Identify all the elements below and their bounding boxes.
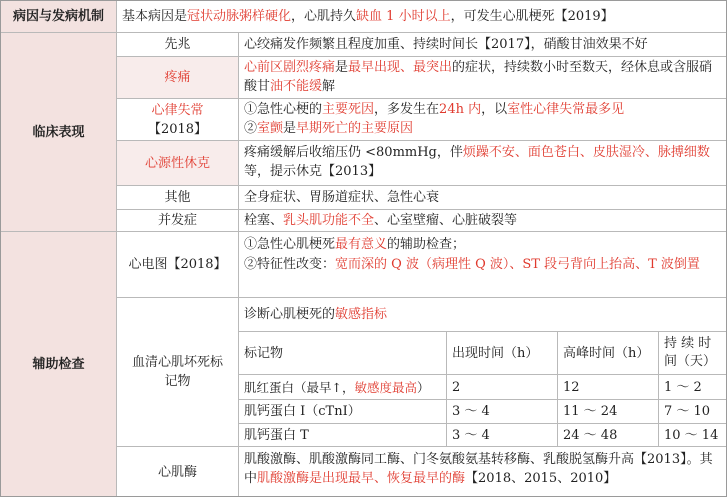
prodrome-text: 心绞痛发作频繁且程度加重、持续时间长【2017】，硝酸甘油效果不好 (238, 32, 727, 56)
ecg-line-1: ①急性心肌梗死最有意义的辅助检查； (244, 237, 466, 252)
marker-onset-ctni: 3 ～ 4 (446, 399, 557, 423)
prodrome-label: 先兆 (116, 32, 238, 56)
other-label: 其他 (116, 185, 238, 209)
shock-text: 疼痛缓解后收缩压仍 <80mmHg，伴烦躁不安、面色苍白、皮肤湿冷、脉搏细数等，提示休克【2013】 (238, 140, 727, 185)
arrhythmia-label: 心律失常【2018】 (116, 98, 238, 140)
marker-peak-ctni: 11 ～ 24 (557, 399, 658, 423)
markers-col-onset: 出现时间（h） (446, 331, 557, 374)
markers-col-peak: 高峰时间（h） (557, 331, 658, 374)
arrhythmia-text (238, 98, 727, 140)
pain-text: 心前区剧烈疼痛是最早出现、最突出的症状，持续数小时至数天，经休息或含服硝酸甘油不能缓解 (238, 56, 727, 98)
ecg-text (238, 231, 727, 297)
mechanism-heading: 病因与发病机制 (0, 0, 116, 32)
clinical-heading: 临床表现 (0, 32, 116, 231)
arrhythmia-line-2: ②室颤是早期死亡的主要原因 (244, 121, 414, 136)
mechanism-text: 基本病因是冠状动脉粥样硬化，心肌持久缺血 1 小时以上，可发生心肌梗死【2019】 (116, 0, 727, 32)
pain-label: 疼痛 (116, 56, 238, 98)
markers-col-name: 标记物 (238, 331, 446, 374)
enzymes-label: 心肌酶 (116, 446, 238, 497)
marker-duration-myoglobin: 1 ～ 2 (658, 374, 727, 399)
marker-onset-ctnt: 3 ～ 4 (446, 423, 557, 446)
ecg-label: 心电图【2018】 (116, 231, 238, 297)
shock-label: 心源性休克 (116, 140, 238, 185)
enzymes-text: 肌酸激酶、肌酸激酶同工酶、门冬氨酸氨基转移酶、乳酸脱氢酶升高【2013】。其中肌酸激酶是出现最早、恢复最早的酶【2018、2015、2010】 (238, 446, 727, 497)
marker-duration-ctni: 7 ～ 10 (658, 399, 727, 423)
marker-peak-ctnt: 24 ～ 48 (557, 423, 658, 446)
marker-duration-ctnt: 10 ～ 14 (658, 423, 727, 446)
marker-name-ctni: 肌钙蛋白 I（cTnI） (238, 399, 446, 423)
ecg-line-2: ②特征性改变：宽而深的 Q 波（病理性 Q 波）、ST 段弓背向上抬高、T 波倒置 (244, 257, 700, 272)
marker-peak-myoglobin: 12 (557, 374, 658, 399)
complications-text: 栓塞、乳头肌功能不全、心室壁瘤、心脏破裂等 (238, 209, 727, 231)
complications-label: 并发症 (116, 209, 238, 231)
marker-name-myoglobin: 肌红蛋白（最早↑，敏感度最高） (238, 374, 446, 399)
other-text: 全身症状、胃肠道症状、急性心衰 (238, 185, 727, 209)
marker-name-ctnt: 肌钙蛋白 T (238, 423, 446, 446)
markers-intro: 诊断心肌梗死的敏感指标 (238, 297, 727, 331)
aux-heading: 辅助检查 (0, 231, 116, 497)
markers-label: 血清心肌坏死标记物 (116, 297, 238, 446)
marker-onset-myoglobin: 2 (446, 374, 557, 399)
markers-col-duration: 持 续 时 间（天） (658, 331, 727, 374)
arrhythmia-line-1: ①急性心梗的主要死因，多发生在24h 内，以室性心律失常最多见 (244, 102, 625, 117)
